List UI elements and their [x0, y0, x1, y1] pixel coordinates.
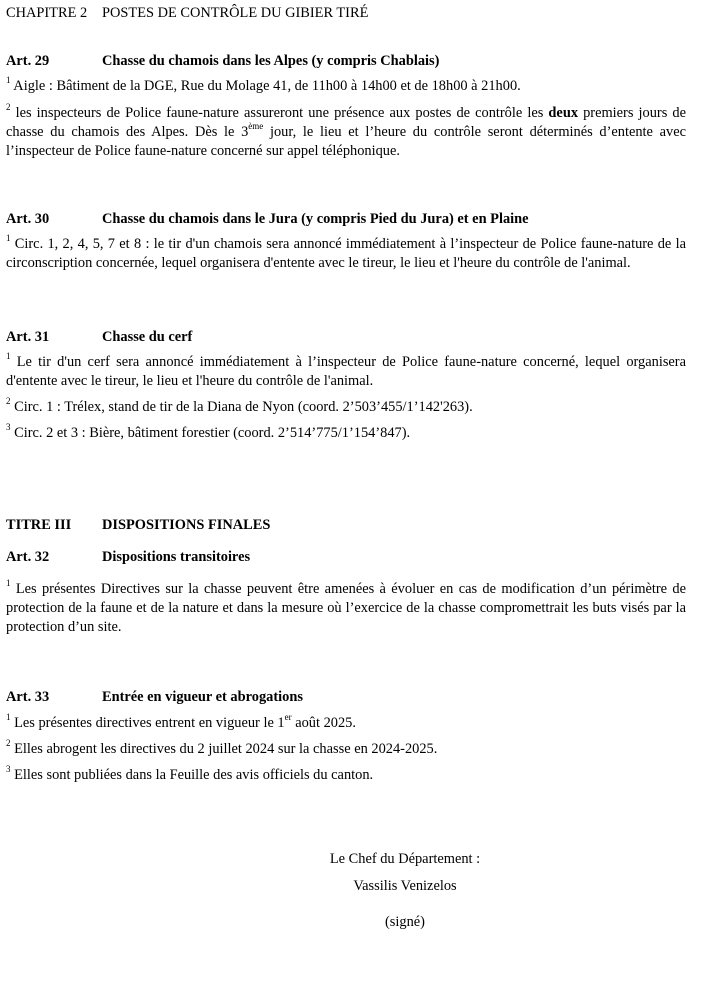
paragraph-number: 1 — [6, 712, 11, 723]
art30-paragraph-1 — [6, 235, 686, 273]
art29-heading — [6, 52, 686, 71]
paragraph-number: 1 — [6, 351, 11, 362]
ordinal-suffix: ème — [248, 121, 264, 132]
art33-paragraph-3 — [6, 766, 686, 785]
titre3-label: TITRE III — [6, 517, 72, 533]
paragraph-number: 2 — [6, 738, 11, 749]
art29-paragraph-2 — [6, 104, 686, 161]
art33-paragraph-1 — [6, 714, 686, 733]
paragraph-text: Elles sont publiées dans la Feuille des avis officiels du canton. — [10, 767, 374, 783]
paragraph-text: Circ. 1, 2, 4, 5, 7 et 8 : le tir d'un chamois sera annoncé immédiatement à l’inspecteur de Police faune-nature de la circonscription concernée, lequel organisera d'entente avec le tireur, le lieu et l'heure du contrôle de l'animal. — [6, 236, 686, 271]
paragraph-text: premiers jours de chasse du chamois des Alpes. Dès le 3 — [6, 105, 686, 140]
paragraph-text: Aigle : Bâtiment de la DGE, Rue du Molage 41, de 11h00 à 14h00 et de 18h00 à 21h00. — [10, 78, 521, 94]
paragraph-text: Elles abrogent les directives du 2 juillet 2024 sur la chasse en 2024-2025. — [10, 741, 438, 757]
art30-number: Art. 30 — [6, 211, 50, 227]
art31-paragraph-1 — [6, 353, 686, 391]
chapter-label: CHAPITRE 2 — [6, 5, 88, 21]
paragraph-number: 3 — [6, 422, 11, 433]
chapter-heading — [6, 4, 686, 23]
art31-title: Chasse du cerf — [102, 329, 193, 345]
signature-name: Vassilis Venizelos — [353, 878, 457, 894]
paragraph-text: Les présentes directives entrent en vigueur le 1 — [10, 715, 285, 731]
art32-title: Dispositions transitoires — [102, 549, 251, 565]
art29-title: Chasse du chamois dans les Alpes (y compris Chablais) — [102, 53, 440, 69]
emphasis-text: deux — [548, 105, 579, 121]
paragraph-text: Les présentes Directives sur la chasse peuvent être amenées à évoluer en cas de modification d’un périmètre de protection de la faune et de la nature et dans la mesure où l’exercice de la chasse compromettrait les buts visés par la protection d’un site. — [6, 581, 686, 635]
paragraph-number: 1 — [6, 233, 11, 244]
art33-number: Art. 33 — [6, 689, 50, 705]
art29-paragraph-1 — [6, 77, 686, 96]
ordinal-suffix: er — [284, 712, 292, 723]
chapter-title: POSTES DE CONTRÔLE DU GIBIER TIRÉ — [102, 5, 369, 21]
art32-heading — [6, 548, 686, 567]
titre3-title: DISPOSITIONS FINALES — [102, 517, 271, 533]
paragraph-text: jour, le lieu et l’heure du contrôle seront déterminés d’entente avec l’inspecteur de Police faune-nature concerné sur appel téléphonique. — [6, 124, 686, 159]
art32-paragraph-1 — [6, 580, 686, 637]
paragraph-text: août 2025. — [291, 715, 356, 731]
paragraph-number: 2 — [6, 102, 11, 113]
paragraph-number: 1 — [6, 75, 11, 86]
art33-title: Entrée en vigueur et abrogations — [102, 689, 303, 705]
titre3-heading — [6, 516, 686, 535]
art33-paragraph-2 — [6, 740, 686, 759]
art30-title: Chasse du chamois dans le Jura (y compris Pied du Jura) et en Plaine — [102, 211, 529, 227]
art29-number: Art. 29 — [6, 53, 50, 69]
paragraph-text: Le tir d'un cerf sera annoncé immédiatement à l’inspecteur de Police faune-nature concerné, lequel organisera d'entente avec le tireur, le lieu et l'heure du contrôle de l'animal. — [6, 354, 686, 389]
signature-note: (signé) — [385, 914, 425, 930]
art32-number: Art. 32 — [6, 549, 50, 565]
paragraph-text: Circ. 1 : Trélex, stand de tir de la Diana de Nyon (coord. 2’503’455/1’142'263). — [10, 399, 473, 415]
art31-number: Art. 31 — [6, 329, 50, 345]
art30-heading — [6, 210, 686, 229]
paragraph-number: 3 — [6, 764, 11, 775]
signature-role: Le Chef du Département : — [329, 851, 481, 867]
art31-heading — [6, 328, 686, 347]
paragraph-text: les inspecteurs de Police faune-nature assureront une présence aux postes de contrôle les — [10, 105, 549, 121]
art33-heading — [6, 688, 686, 707]
paragraph-number: 2 — [6, 396, 11, 407]
art31-paragraph-2 — [6, 398, 686, 417]
paragraph-number: 1 — [6, 578, 11, 589]
art31-paragraph-3 — [6, 424, 686, 443]
paragraph-text: Circ. 2 et 3 : Bière, bâtiment forestier (coord. 2’514’775/1’154’847). — [10, 425, 411, 441]
